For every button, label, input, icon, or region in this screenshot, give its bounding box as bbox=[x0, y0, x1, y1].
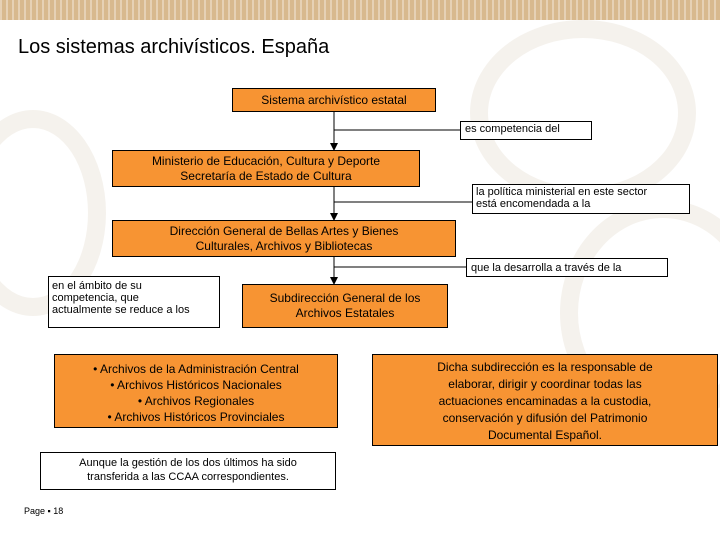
node-line: Archivos Estatales bbox=[295, 306, 395, 320]
node-line: Secretaría de Estado de Cultura bbox=[180, 169, 352, 183]
label-politica bbox=[472, 184, 690, 214]
node-line: • Archivos Regionales bbox=[137, 394, 255, 408]
node-line: Ministerio de Educación, Cultura y Deporte bbox=[151, 154, 381, 168]
label-line: en el ámbito de su bbox=[52, 280, 142, 292]
node-direccion-general bbox=[112, 220, 456, 257]
label-line: competencia, que bbox=[52, 292, 139, 304]
node-line: Dicha subdirección es la responsable de bbox=[437, 360, 653, 374]
page-number: Page ▪ 18 bbox=[24, 506, 64, 516]
node-line: elaborar, dirigir y coordinar todas las bbox=[448, 377, 642, 391]
node-gestion-note bbox=[40, 452, 336, 490]
node-text: Sistema archivístico estatal bbox=[261, 93, 407, 107]
node-line: • Archivos Históricos Provinciales bbox=[107, 410, 285, 424]
label-desarrolla bbox=[466, 258, 668, 277]
node-subdireccion bbox=[242, 284, 448, 328]
slide-title: Los sistemas archivísticos. España bbox=[18, 36, 330, 58]
node-line: Documental Español. bbox=[487, 428, 603, 442]
node-line: • Archivos Históricos Nacionales bbox=[110, 378, 282, 392]
label-ambito bbox=[48, 276, 220, 328]
label-line: actualmente se reduce a los bbox=[52, 304, 190, 316]
label-text: que la desarrolla a través de la bbox=[471, 262, 622, 274]
node-archivos-list bbox=[54, 354, 338, 428]
label-line: está encomendada a la bbox=[476, 198, 591, 210]
node-ministerio bbox=[112, 150, 420, 187]
node-line: Culturales, Archivos y Bibliotecas bbox=[195, 239, 373, 253]
node-line: Subdirección General de los bbox=[269, 291, 421, 305]
label-line: la política ministerial en este sector bbox=[476, 186, 648, 198]
node-line: actuaciones encaminadas a la custodia, bbox=[438, 394, 652, 408]
node-responsable bbox=[372, 354, 718, 446]
node-line: Aunque la gestión de los dos últimos ha sido bbox=[79, 457, 297, 469]
label-competencia bbox=[460, 121, 592, 140]
label-text: es competencia del bbox=[465, 123, 560, 135]
node-line: Dirección General de Bellas Artes y Bienes bbox=[169, 224, 399, 238]
node-line: • Archivos de la Administración Central bbox=[93, 362, 299, 376]
node-sistema-archivistico bbox=[232, 88, 436, 112]
node-line: transferida a las CCAA correspondientes. bbox=[87, 471, 289, 483]
node-line: conservación y difusión del Patrimonio bbox=[442, 411, 648, 425]
